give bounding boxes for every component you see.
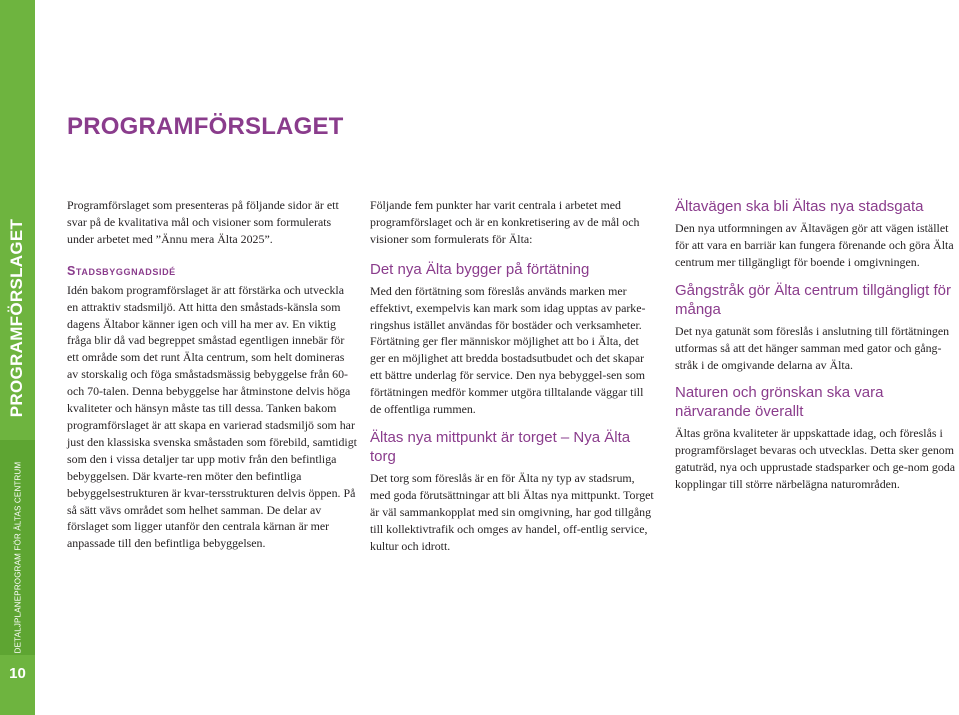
col3-heading-1: Ältavägen ska bli Ältas nya stadsgata xyxy=(675,198,924,215)
column-2 xyxy=(370,197,655,555)
col1-heading: Stadsbyggnadsidé xyxy=(67,263,176,278)
col2-heading-2: Ältas nya mittpunkt är torget – Nya Älta torg xyxy=(370,428,631,465)
col3-text-1: Den nya utformningen av Ältavägen gör att vägen istället för att vara en barriär kan fungera förenande och göra Älta centrum mer tillgängligt för boende i omgivningen. xyxy=(675,221,954,269)
col2-text-1: Med den förtätning som föreslås används marken mer effektivt, exempelvis kan mark som idag upptas av parke-ringshus istället användas för bostäder och verksamheter. Förtätning ger fler människor möjlighet att bo i Älta, det ger en möjlighet att bredda bostadsutbudet och det skapar ett bättre underlag för service. Den nya bebyggel-sen som förtätningen medför kommer utgöra tilltalande väggar till de offentliga rummen. xyxy=(370,283,646,417)
sidebar-series xyxy=(0,462,35,652)
col2-heading-1: Det nya Älta bygger på förtätning xyxy=(370,260,590,278)
col3-heading-3: Naturen och grönskan ska vara närvarande överallt xyxy=(675,384,884,421)
col2-intro: Följande fem punkter har varit centrala i arbetet med programförslaget och är en konkretisering av de mål och visioner som formulerats för Älta: xyxy=(370,198,640,246)
col2-text-2: Det torg som föreslås är en för Älta ny typ av stadsrum, med goda förutsättningar att bli Ältas nya mittpunkt. Torget är väl sammankopplat med sin omgivning, har god tillgång till kollektivtrafik och omges av handel, off-entlig service, kultur och idrott. xyxy=(370,470,654,553)
page-number: 10 xyxy=(9,665,26,682)
column-3 xyxy=(675,197,959,493)
col3-text-3: Ältas gröna kvaliteter är uppskattade idag, och föreslås i programförslaget bevaras och utvecklas. Detta sker genom gatuträd, nya och upprustade stadsparker och ge-nom goda kopplingar till större närbelägna naturområden. xyxy=(675,426,955,492)
sidebar-title xyxy=(0,195,35,440)
col3-text-2: Det nya gatunät som föreslås i anslutning till förtätningen utformas så att det hänger samman med gator och gång-stråk i de omgivande delarna av Älta. xyxy=(675,323,950,372)
column-1 xyxy=(67,197,357,552)
col1-intro: Programförslaget som presenteras på följande sidor är ett svar på de kvalitativa mål och visioner som formulerats under arbetet med ”Ännu mera Älta 2025”. xyxy=(67,198,339,246)
page-title: PROGRAMFÖRSLAGET xyxy=(67,113,344,140)
col3-heading-2: Gångstråk gör Älta centrum tillgängligt för många xyxy=(675,281,951,318)
sidebar-title-text: PROGRAMFÖRSLAGET xyxy=(7,218,27,417)
sidebar-series-text: DETALJPLANEPROGRAM FÖR ÄLTAS CENTRUM xyxy=(13,461,23,653)
col1-text: Idén bakom programförslaget är att förstärka och utveckla en attraktiv stadsmiljö. Att hitta den småstads-känsla som dagens Ältabor känner igen och vill ha mer av. En viktig fråga blir då vad begreppet småstad egentligen innebär för ett område som det runt Älta centrum, som helt domineras av storskalig och föga småstadsmässig bebyggelse från 60- och 70-talen. Denna bebyggelse har åtminstone delvis höga kvaliteter och hänsyn måste tas till dessa. Tanken bakom programförslaget är att skapa en varierad stadsmiljö som har just den klassiska svenska småstaden som förebild, samtidigt som den i vissa detaljer tar upp motiv från den befintliga bebyggelsen. Där kvarte-ren möter den befintliga bebyggelsestrukturen är kvar-tersstrukturen delvis öppen. På så sätt vävs området som helhet samman. De delar av förslaget som ligger utanför den centrala kärnan är mer anpassade till den befintliga bebyggelsen. xyxy=(67,282,357,551)
